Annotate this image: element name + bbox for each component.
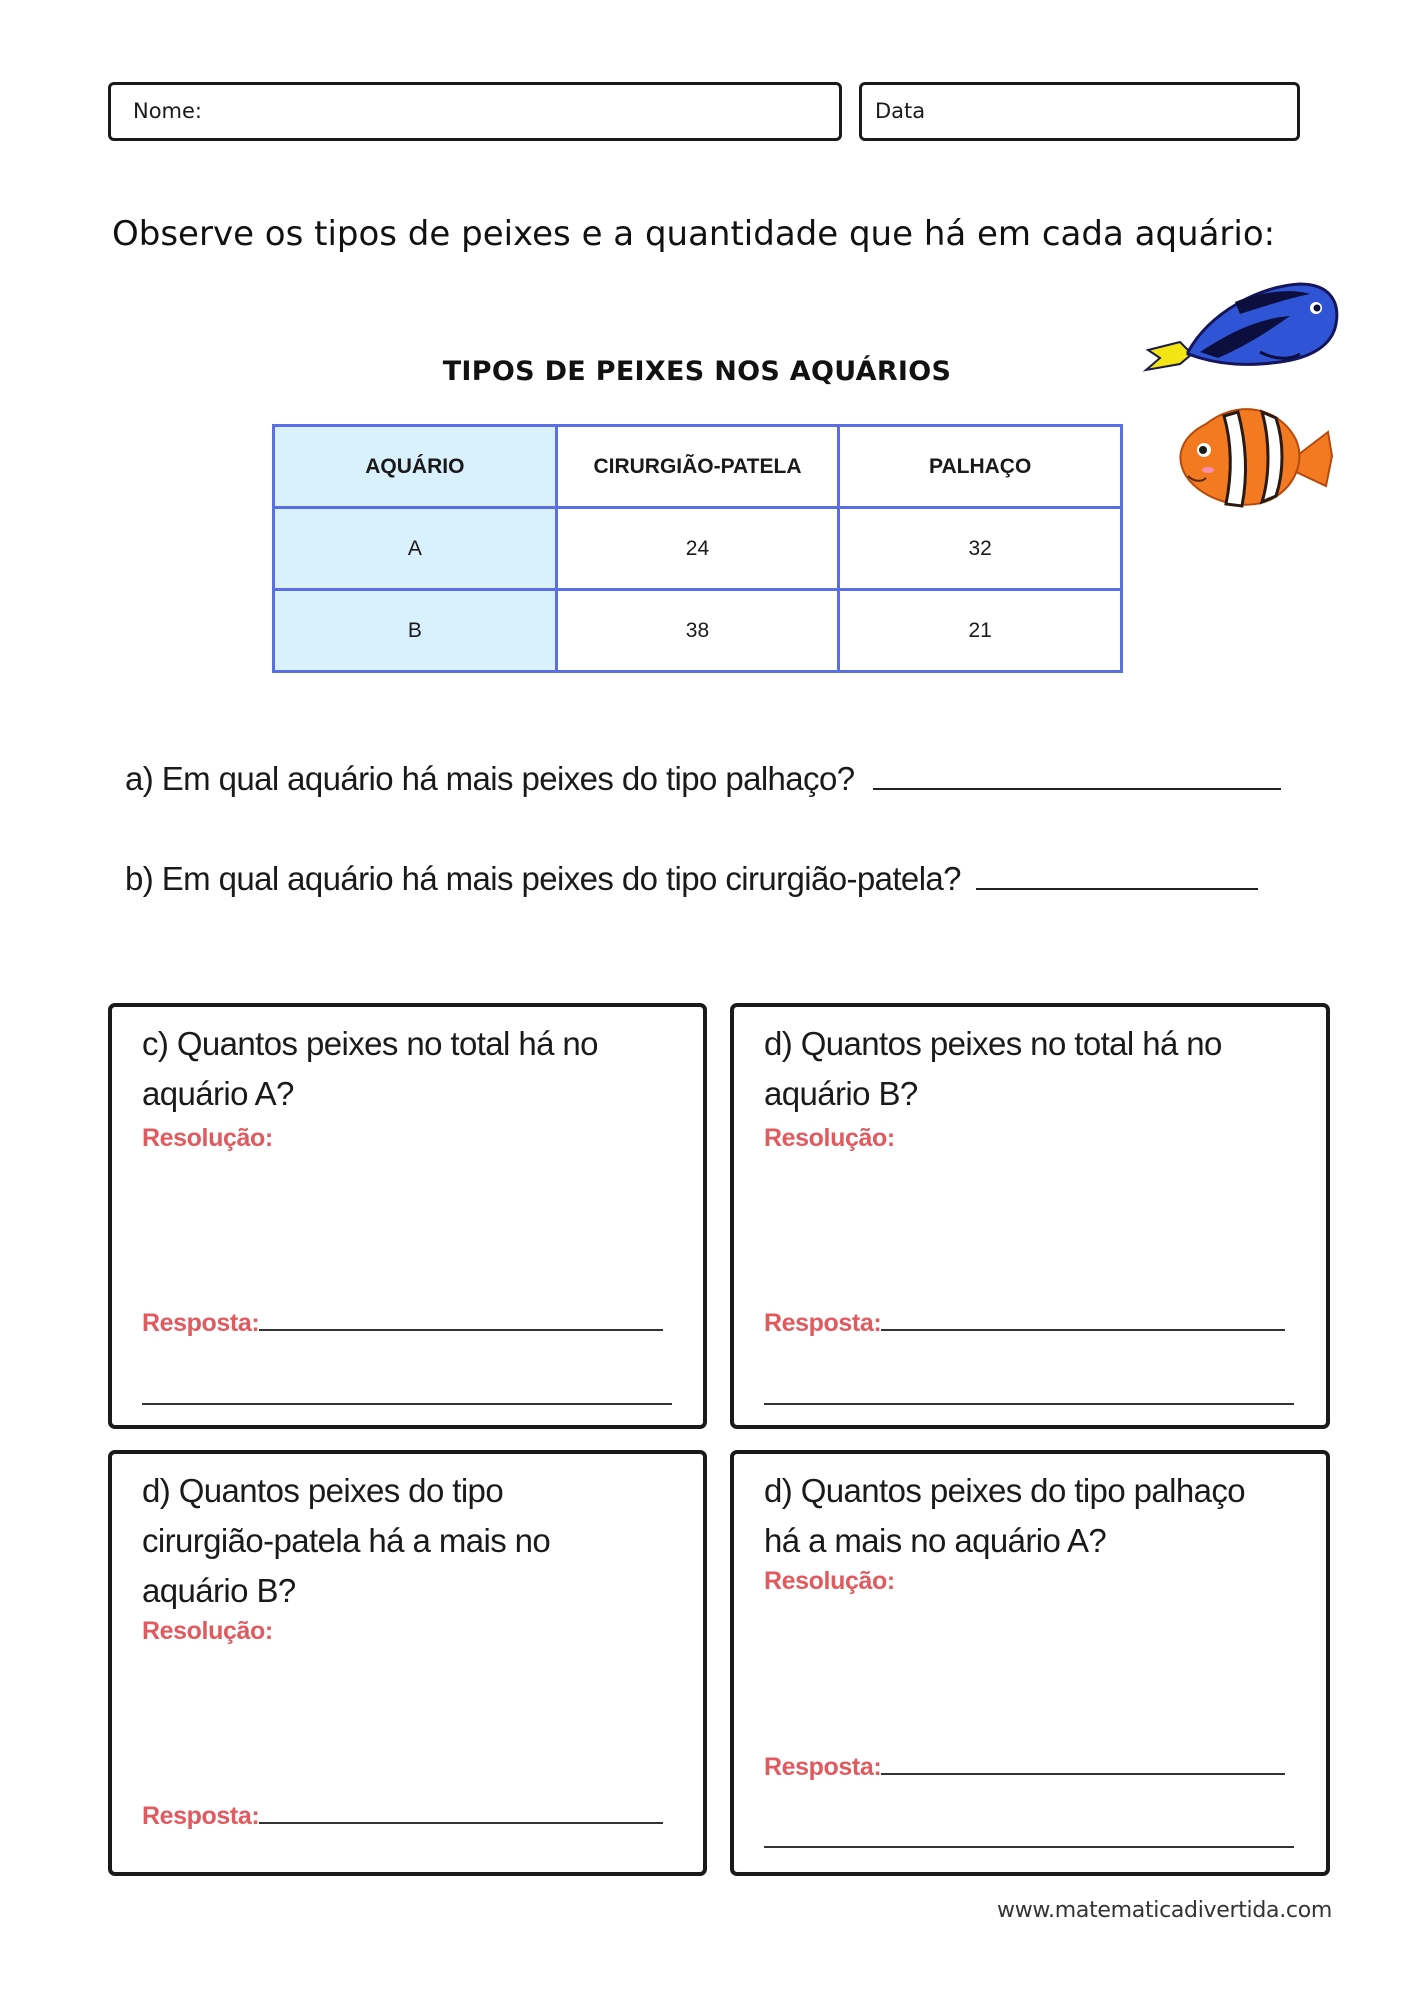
answer-line[interactable] [764, 1753, 1285, 1782]
answer-blank[interactable] [881, 1309, 1285, 1331]
date-label: Data [875, 99, 926, 123]
answer-label: Resposta: [764, 1753, 882, 1781]
answer-blank[interactable] [259, 1309, 663, 1331]
card-question [142, 1019, 598, 1119]
question-card-d3 [730, 1450, 1330, 1876]
clownfish-icon [1166, 396, 1336, 516]
answer-label: Resposta: [764, 1309, 882, 1337]
resolution-label: Resolução: [764, 1124, 895, 1152]
card-question-line: aquário B? [142, 1572, 296, 1609]
table-title: TIPOS DE PEIXES NOS AQUÁRIOS [442, 356, 952, 387]
extra-answer-line[interactable] [764, 1403, 1294, 1405]
answer-a-blank[interactable] [873, 762, 1281, 790]
date-field[interactable] [859, 82, 1300, 141]
card-question-line: d) Quantos peixes no total há no [764, 1025, 1222, 1062]
card-question-line: aquário A? [142, 1075, 294, 1112]
card-question-line: cirurgião-patela há a mais no [142, 1522, 551, 1559]
table-cell: 38 [556, 590, 839, 672]
table-row [274, 508, 1122, 590]
card-question [764, 1466, 1245, 1566]
table-cell: 21 [839, 590, 1122, 672]
extra-answer-line[interactable] [142, 1403, 672, 1405]
card-question [764, 1019, 1222, 1119]
footer-url: www.matematicadivertida.com [997, 1898, 1332, 1923]
card-question-line: c) Quantos peixes no total há no [142, 1025, 598, 1062]
name-field[interactable] [108, 82, 842, 141]
instruction-text: Observe os tipos de peixes e a quantidade que há em cada aquário: [112, 214, 1276, 254]
fish-table [272, 424, 1123, 673]
table-cell: B [274, 590, 557, 672]
answer-line[interactable] [764, 1309, 1285, 1338]
answer-line[interactable] [142, 1802, 663, 1831]
card-question-line: aquário B? [764, 1075, 918, 1112]
column-header: PALHAÇO [839, 426, 1122, 508]
question-b [125, 860, 1258, 898]
answer-blank[interactable] [881, 1753, 1285, 1775]
column-header: CIRURGIÃO-PATELA [556, 426, 839, 508]
question-b-text: b) Em qual aquário há mais peixes do tipo cirurgião-patela? [125, 860, 961, 897]
table-header-row [274, 426, 1122, 508]
answer-line[interactable] [142, 1309, 663, 1338]
question-card-c [108, 1003, 707, 1429]
question-card-d1 [730, 1003, 1330, 1429]
question-a-text: a) Em qual aquário há mais peixes do tipo palhaço? [125, 760, 855, 797]
answer-label: Resposta: [142, 1309, 260, 1337]
card-question-line: d) Quantos peixes do tipo [142, 1472, 504, 1509]
question-card-d2 [108, 1450, 707, 1876]
card-question [142, 1466, 550, 1616]
answer-blank[interactable] [259, 1802, 663, 1824]
card-question-line: há a mais no aquário A? [764, 1522, 1107, 1559]
name-label: Nome: [133, 99, 203, 123]
resolution-label: Resolução: [764, 1567, 895, 1595]
extra-answer-line[interactable] [764, 1846, 1294, 1848]
blue-tang-fish-icon [1140, 272, 1340, 382]
question-a [125, 760, 1281, 798]
table-cell: 32 [839, 508, 1122, 590]
answer-label: Resposta: [142, 1802, 260, 1830]
table-cell: 24 [556, 508, 839, 590]
resolution-label: Resolução: [142, 1617, 273, 1645]
answer-b-blank[interactable] [976, 862, 1258, 890]
card-question-line: d) Quantos peixes do tipo palhaço [764, 1472, 1246, 1509]
table-row [274, 590, 1122, 672]
column-header: AQUÁRIO [274, 426, 557, 508]
resolution-label: Resolução: [142, 1124, 273, 1152]
table-cell: A [274, 508, 557, 590]
